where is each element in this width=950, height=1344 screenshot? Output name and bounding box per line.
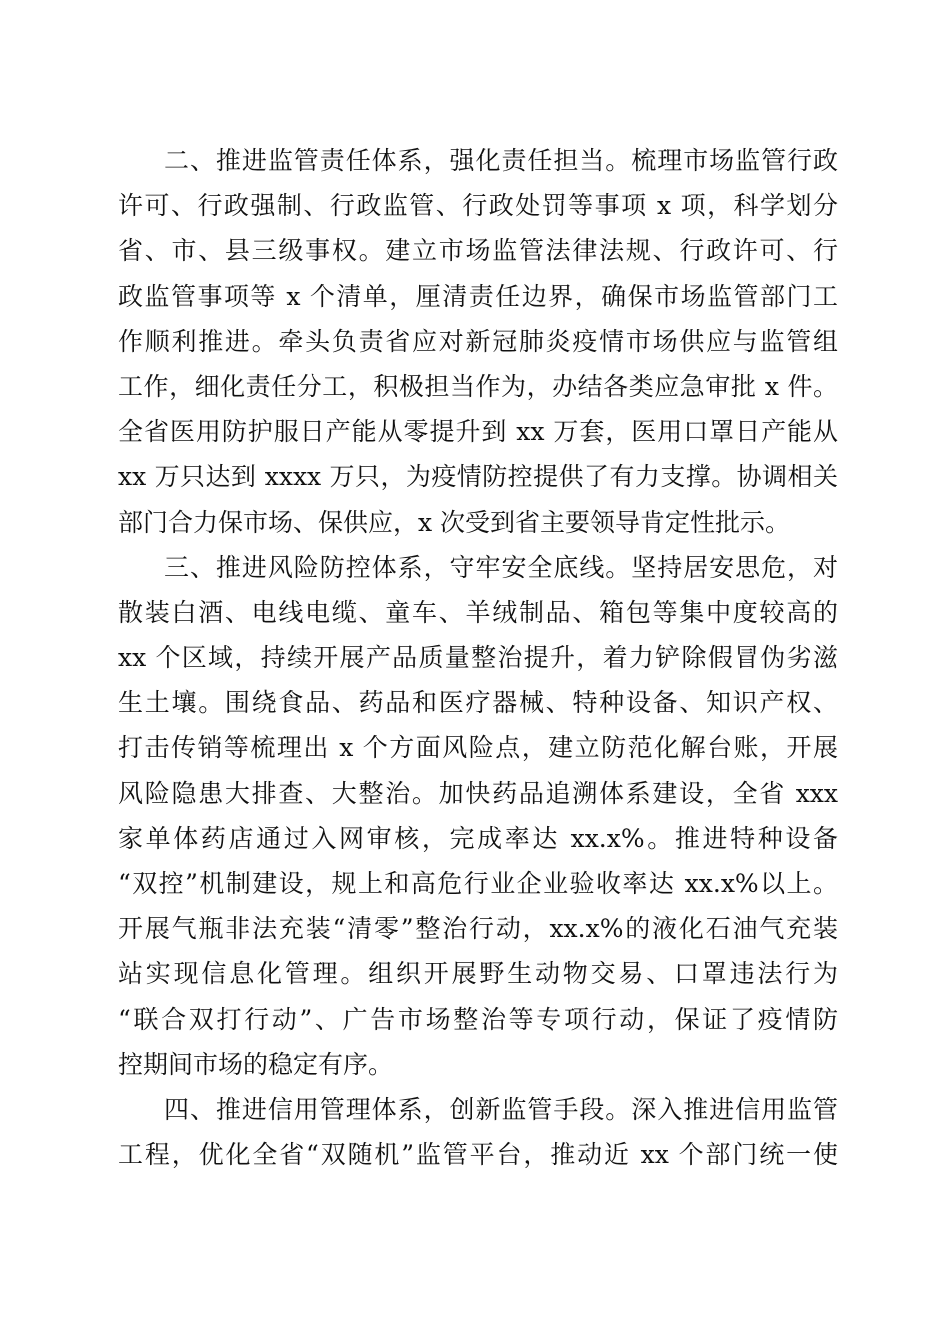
text-line: 工程，优化全省“双随机”监管平台，推动近 xx 个部门统一使 bbox=[118, 1140, 838, 1170]
paragraph-responsibility-system bbox=[118, 138, 838, 545]
text-line: 四、推进信用管理体系，创新监管手段。深入推进信用监管 bbox=[164, 1094, 838, 1124]
text-line: 风险隐患大排查、大整治。加快药品追溯体系建设，全省 xxx bbox=[118, 778, 838, 808]
text-line: 打击传销等梳理出 x 个方面风险点，建立防范化解台账，开展 bbox=[118, 733, 838, 763]
text-line: 散装白酒、电线电缆、童车、羊绒制品、箱包等集中度较高的 bbox=[118, 597, 838, 627]
text-line: 开展气瓶非法充装“清零”整治行动，xx.x%的液化石油气充装 bbox=[118, 914, 838, 944]
text-line: “联合双打行动”、广告市场整治等专项行动，保证了疫情防 bbox=[118, 1004, 838, 1034]
text-line: xx 个区域，持续开展产品质量整治提升，着力铲除假冒伪劣滋 bbox=[118, 643, 838, 673]
text-line: 工作，细化责任分工，积极担当作为，办结各类应急审批 x 件。 bbox=[118, 371, 838, 401]
text-line: 三、推进风险防控体系，守牢安全底线。坚持居安思危，对 bbox=[164, 552, 838, 582]
text-line: 许可、行政强制、行政监管、行政处罚等事项 x 项，科学划分 bbox=[118, 191, 838, 221]
paragraph-risk-control-system bbox=[118, 545, 838, 1087]
text-line: 二、推进监管责任体系，强化责任担当。梳理市场监管行政 bbox=[164, 146, 838, 175]
text-line: 部门合力保市场、保供应，x 次受到省主要领导肯定性批示。 bbox=[118, 507, 791, 537]
text-line: 控期间市场的稳定有序。 bbox=[118, 1049, 394, 1079]
text-line: xx 万只达到 xxxx 万只，为疫情防控提供了有力支撑。协调相关 bbox=[118, 462, 838, 492]
text-line: 家单体药店通过入网审核，完成率达 xx.x%。推进特种设备 bbox=[118, 823, 838, 853]
text-line: 政监管事项等 x 个清单，厘清责任边界，确保市场监管部门工 bbox=[118, 281, 838, 311]
text-line: 省、市、县三级事权。建立市场监管法律法规、行政许可、行 bbox=[118, 236, 838, 266]
paragraph-credit-management-system bbox=[118, 1087, 838, 1177]
text-line: 站实现信息化管理。组织开展野生动物交易、口罩违法行为 bbox=[118, 959, 838, 989]
document-body bbox=[118, 138, 838, 1177]
text-line: “双控”机制建设，规上和高危行业企业验收率达 xx.x%以上。 bbox=[118, 869, 838, 898]
text-line: 生土壤。围绕食品、药品和医疗器械、特种设备、知识产权、 bbox=[118, 688, 838, 718]
text-line: 作顺利推进。牵头负责省应对新冠肺炎疫情市场供应与监管组 bbox=[118, 326, 838, 356]
text-line: 全省医用防护服日产能从零提升到 xx 万套，医用口罩日产能从 bbox=[118, 417, 838, 447]
